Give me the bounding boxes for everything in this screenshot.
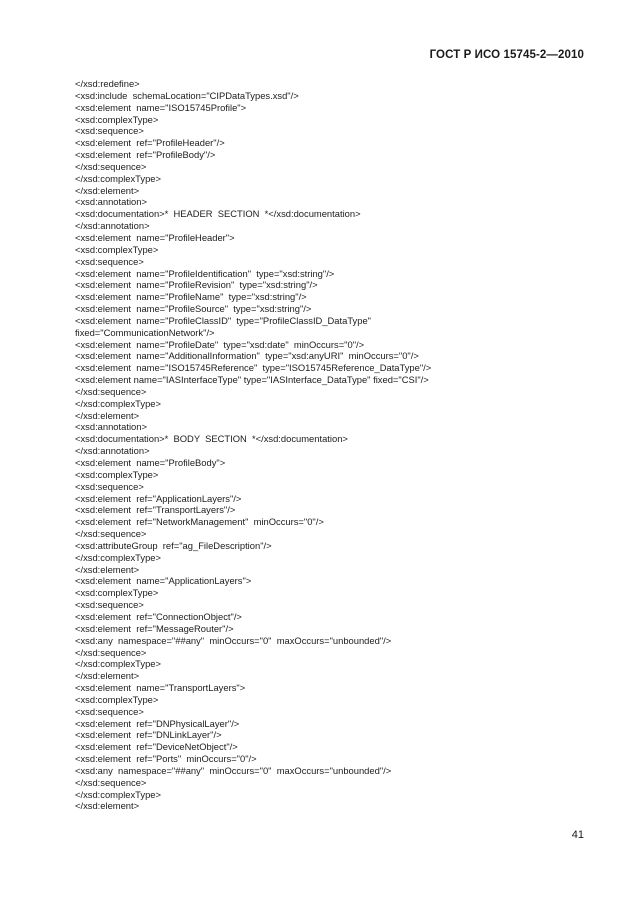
- code-line: </xsd:complexType>: [75, 551, 161, 563]
- code-line: <xsd:sequence>: [75, 480, 144, 492]
- code-line: </xsd:sequence>: [75, 160, 147, 172]
- code-line: </xsd:sequence>: [75, 776, 147, 788]
- code-line: <xsd:complexType>: [75, 243, 159, 255]
- code-line: <xsd:documentation>* HEADER SECTION *</xsd:documentation>: [75, 208, 361, 220]
- code-line: <xsd:sequence>: [75, 125, 144, 137]
- code-line: </xsd:sequence>: [75, 646, 147, 658]
- code-line: <xsd:element ref="DNLinkLayer"/>: [75, 729, 222, 741]
- code-line: <xsd:element name="ProfileDate" type="xsd:date" minOccurs="0"/>: [75, 338, 365, 350]
- code-line: <xsd:complexType>: [75, 113, 159, 125]
- code-line: </xsd:sequence>: [75, 528, 147, 540]
- code-line: <xsd:element ref="TransportLayers"/>: [75, 504, 236, 516]
- code-line: <xsd:complexType>: [75, 693, 159, 705]
- code-line: </xsd:complexType>: [75, 658, 161, 670]
- code-line: <xsd:element ref="Ports" minOccurs="0"/>: [75, 753, 257, 765]
- xsd-code-block: [75, 78, 575, 812]
- page-number: 41: [571, 829, 584, 841]
- code-line: </xsd:annotation>: [75, 445, 150, 457]
- code-line: </xsd:element>: [75, 409, 140, 421]
- code-line: <xsd:element ref="ProfileHeader"/>: [75, 137, 225, 149]
- code-line: <xsd:sequence>: [75, 599, 144, 611]
- code-line: <xsd:sequence>: [75, 705, 144, 717]
- code-line: <xsd:element name="ApplicationLayers">: [75, 575, 252, 587]
- code-line: </xsd:element>: [75, 563, 140, 575]
- standard-designation: ГОСТ Р ИСО 15745-2—2010: [429, 49, 584, 61]
- code-line: <xsd:include schemaLocation="CIPDataTypes.xsd"/>: [75, 89, 299, 101]
- code-line: </xsd:complexType>: [75, 172, 161, 184]
- code-line: <xsd:element name="TransportLayers">: [75, 682, 246, 694]
- code-line: <xsd:element name="ProfileName" type="xsd:string"/>: [75, 291, 307, 303]
- code-line: <xsd:element name="ProfileBody">: [75, 457, 226, 468]
- code-line: <xsd:element ref="DNPhysicalLayer"/>: [75, 717, 240, 729]
- code-line: </xsd:complexType>: [75, 788, 161, 800]
- code-line: <xsd:element ref="ApplicationLayers"/>: [75, 492, 242, 504]
- code-line: <xsd:annotation>: [75, 196, 147, 208]
- code-line: <xsd:any namespace="##any" minOccurs="0" maxOccurs="unbounded"/>: [75, 634, 392, 646]
- code-line: <xsd:element name="ProfileSource" type="xsd:string"/>: [75, 303, 312, 315]
- code-line: <xsd:attributeGroup ref="ag_FileDescription"/>: [75, 539, 272, 551]
- code-line: <xsd:complexType>: [75, 468, 159, 480]
- code-line: <xsd:element ref="ProfileBody"/>: [75, 149, 216, 161]
- code-line: <xsd:element name="ProfileClassID" type="ProfileClassID_DataType": [75, 314, 371, 326]
- code-line: <xsd:any namespace="##any" minOccurs="0" maxOccurs="unbounded"/>: [75, 764, 392, 776]
- code-line: </xsd:sequence>: [75, 385, 147, 397]
- code-line: </xsd:element>: [75, 670, 140, 682]
- code-line: <xsd:element name="IASInterfaceType" type="IASInterface_DataType" fixed="CSI"/>: [75, 374, 429, 386]
- code-line: <xsd:element ref="ConnectionObject"/>: [75, 610, 242, 622]
- code-line: <xsd:element ref="MessageRouter"/>: [75, 622, 234, 634]
- code-line: </xsd:complexType>: [75, 397, 161, 409]
- code-line: <xsd:element name="AdditionalInformation" type="xsd:anyURI" minOccurs="0"/>: [75, 350, 419, 362]
- code-line: <xsd:element ref="NetworkManagement" minOccurs="0"/>: [75, 516, 324, 528]
- code-line: <xsd:element ref="DeviceNetObject"/>: [75, 741, 238, 753]
- code-line: <xsd:element name="ProfileRevision" type="xsd:string"/>: [75, 279, 318, 291]
- code-line: </xsd:element>: [75, 800, 140, 812]
- code-line: <xsd:documentation>* BODY SECTION *</xsd:documentation>: [75, 433, 348, 445]
- code-line: <xsd:sequence>: [75, 255, 144, 267]
- code-line: <xsd:element name="ISO15745Profile">: [75, 101, 247, 113]
- code-line: <xsd:annotation>: [75, 421, 147, 433]
- code-line: <xsd:element name="ProfileIdentification" type="xsd:string"/>: [75, 267, 335, 279]
- code-line: <xsd:complexType>: [75, 587, 159, 599]
- code-line: </xsd:redefine>: [75, 78, 140, 89]
- code-line: <xsd:element name="ProfileHeader">: [75, 231, 235, 243]
- code-line: fixed="CommunicationNetwork"/>: [75, 326, 215, 338]
- code-line: <xsd:element name="ISO15745Reference" type="ISO15745Reference_DataType"/>: [75, 362, 432, 374]
- code-line: </xsd:element>: [75, 184, 140, 196]
- code-line: </xsd:annotation>: [75, 220, 150, 232]
